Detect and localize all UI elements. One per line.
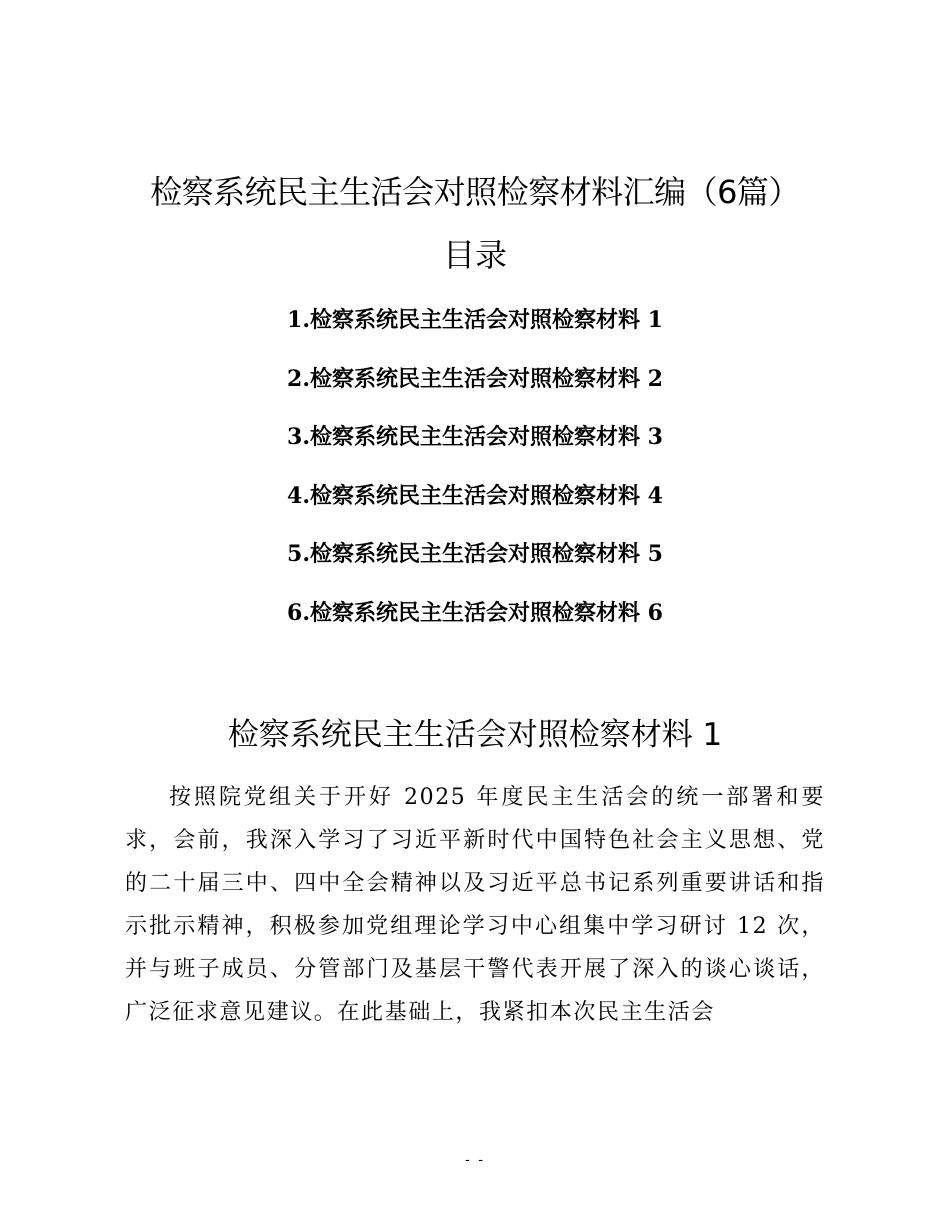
table-of-contents [0, 300, 950, 652]
toc-item[interactable]: 5.检察系统民主生活会对照检察材料 5 [287, 541, 663, 568]
body-paragraph: 按照院党组关于开好 2025 年度民主生活会的统一部署和要求，会前，我深入学习了习近平新时代中国特色社会主义思想、党的二十届三中、四中全会精神以及习近平总书记系列重要讲话和指示批示精神，积极参加党组理论学习中心组集中学习研讨 12 次，并与班子成员、分管部门及基层干警代表开展了深入的谈心谈话，广泛征求意见建议。在此基础上，我紧扣本次民主生活会 [125, 785, 825, 1025]
toc-item[interactable]: 6.检察系统民主生活会对照检察材料 6 [287, 599, 663, 626]
document-title: 检察系统民主生活会对照检察材料汇编（6篇） [150, 173, 800, 211]
toc-item[interactable]: 1.检察系统民主生活会对照检察材料 1 [287, 307, 663, 333]
toc-heading: 目录 [442, 236, 507, 274]
toc-item[interactable]: 3.检察系统民主生活会对照检察材料 3 [287, 424, 663, 451]
toc-item[interactable]: 4.检察系统民主生活会对照检察材料 4 [287, 482, 663, 509]
toc-item[interactable]: 2.检察系统民主生活会对照检察材料 2 [287, 365, 663, 392]
page-number-footer: - - [465, 1152, 485, 1168]
section-heading: 检察系统民主生活会对照检察材料 1 [227, 717, 723, 753]
